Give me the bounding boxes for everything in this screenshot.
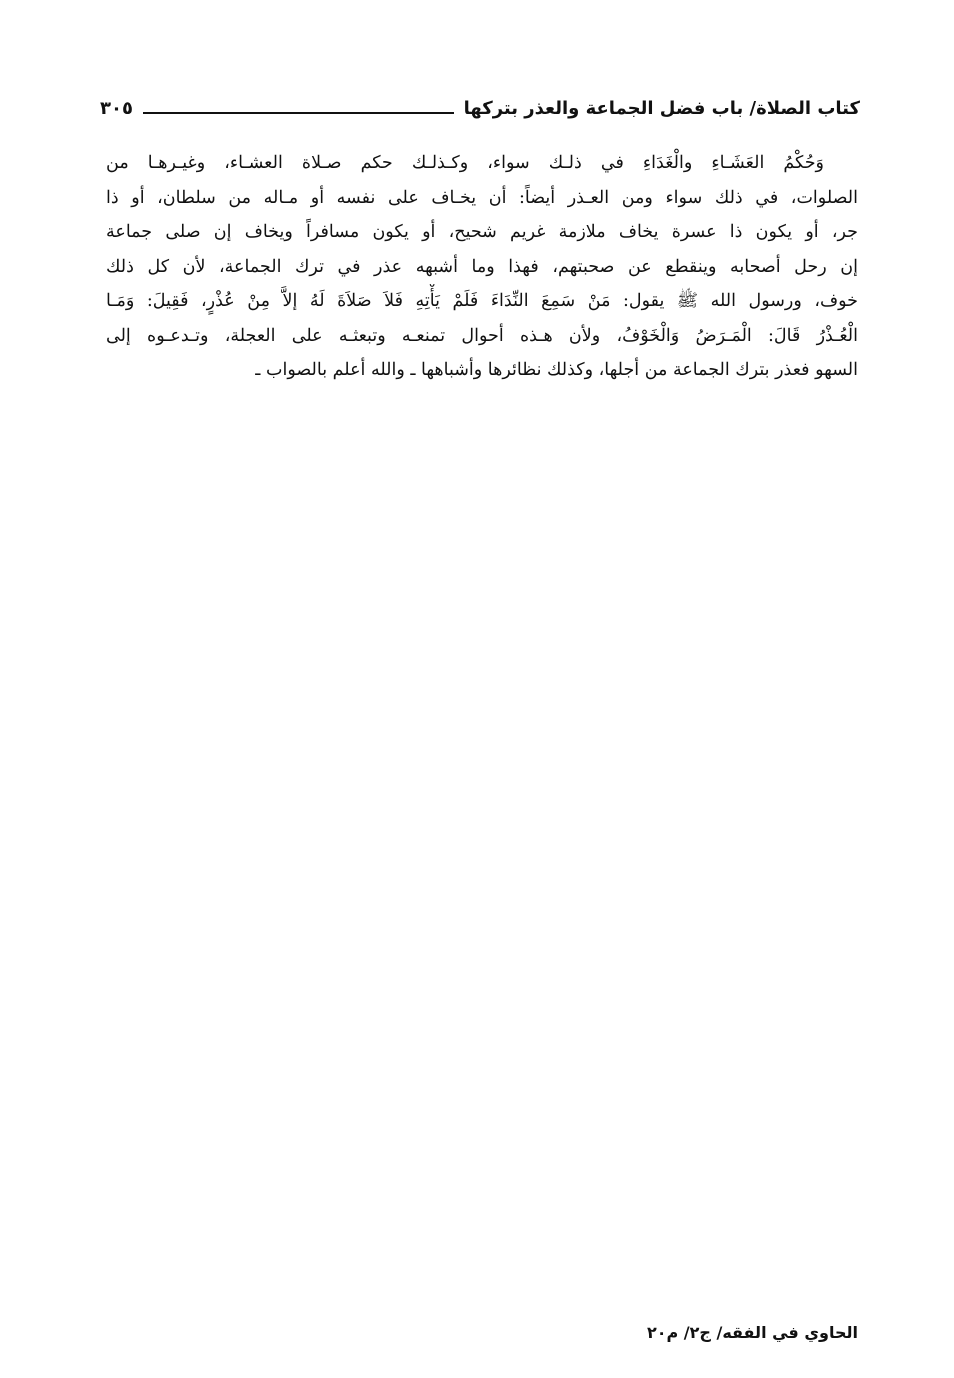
footer-signature: الحاوي في الفقه/ ج٢/ م٢٠ [646,1323,858,1342]
body-text [106,146,858,388]
page-number: ٣٠٥ [100,98,133,119]
page-footer [0,1320,858,1346]
text-line: الْعُـذْرُ قَالَ: الْمَـرَضُ وَالْخَوْفُ، ولأن هـذه أحوال تمنعـه وتبعثـه على العجلة، وتـدعـوه إلى [106,325,858,346]
header-rule [143,112,454,114]
running-head: كتاب الصلاة/ باب فضل الجماعة والعذر بتركها [463,98,860,119]
text-line: إن رحل أصحابه وينقطع عن صحبتهم، فهذا وما أشبهه عذر في ترك الجماعة، لأن كل ذلك [106,256,858,277]
text-line: وَحُكْمُ العَشَـاءِ والْغَدَاءِ في ذلـك سواء، وكـذلـك حكم صـلاة العشـاء، وغيـرهـا من [106,153,824,173]
text-line: خوف، ورسول الله ﷺ يقول: مَنْ سَمِعَ النِّدَاءَ فَلَمْ يَأْتِهِ فَلاَ صَلاَةَ لَهُ إلاَّ مِنْ عُذْرٍ، فَقِيلَ: وَمَـا [106,291,858,311]
text-line: جر، أو يكون ذا عسرة يخاف ملازمة غريم شحيح، أو يكون مسافراً ويخاف إن صلى جماعة [106,222,858,242]
text-line: الصلوات، في ذلك سواء ومن العـذر أيضاً: أن يخـاف على نفسه أو مـاله من سلطان، أو ذا [106,187,858,208]
text-line: السهو فعذر بترك الجماعة من أجلها، وكذلك نظائرها وأشباهها ـ والله أعلم بالصواب ـ [255,360,858,380]
page-header [100,92,860,122]
